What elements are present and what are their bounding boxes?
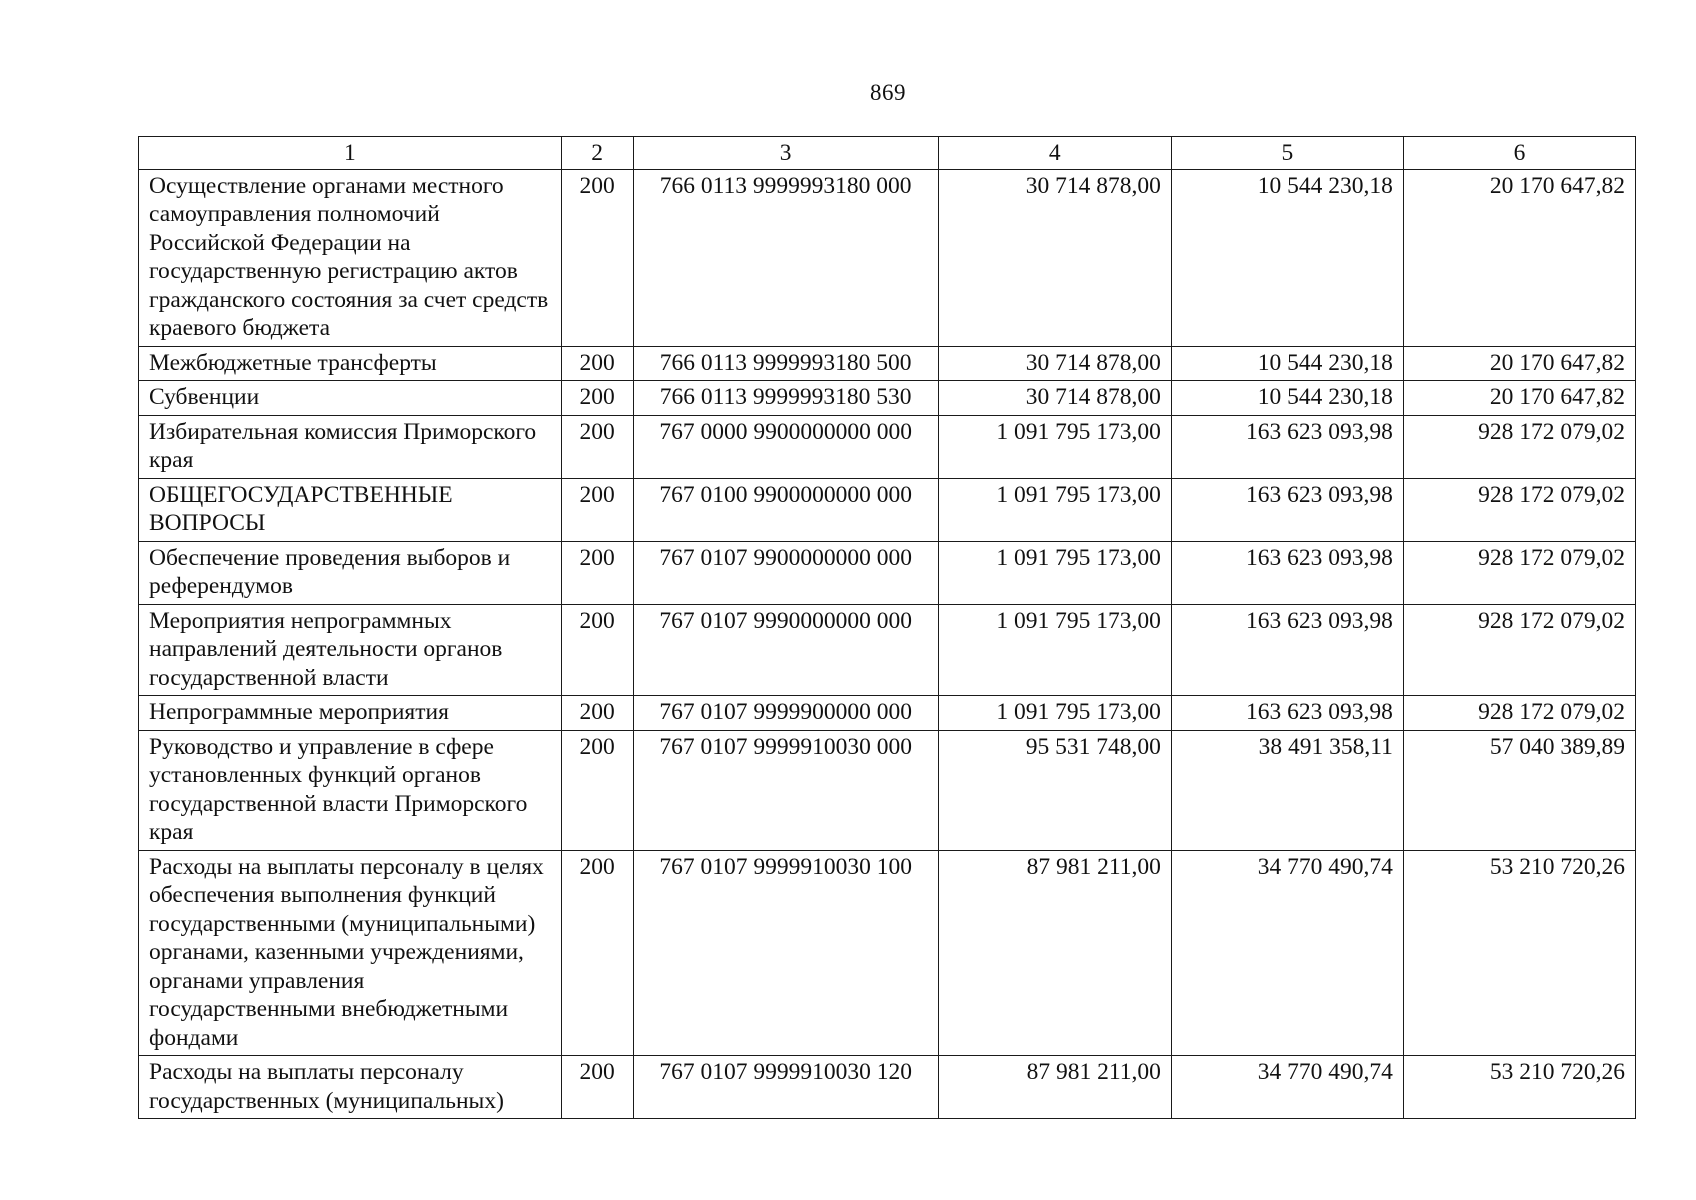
- row-col5: 10 544 230,18: [1171, 381, 1403, 416]
- table-row: [139, 1056, 1636, 1119]
- row-kbk: 766 0113 9999993180 000: [633, 169, 938, 346]
- row-kbk: 767 0000 9900000000 000: [633, 415, 938, 478]
- row-code: 200: [561, 415, 633, 478]
- row-code: 200: [561, 696, 633, 731]
- row-col5: 163 623 093,98: [1171, 541, 1403, 604]
- row-col6: 20 170 647,82: [1403, 346, 1635, 381]
- row-col6: 20 170 647,82: [1403, 381, 1635, 416]
- table-row: [139, 541, 1636, 604]
- row-name: Субвенции: [139, 381, 562, 416]
- row-col5: 163 623 093,98: [1171, 415, 1403, 478]
- row-col5: 163 623 093,98: [1171, 696, 1403, 731]
- row-code: 200: [561, 478, 633, 541]
- column-header-1: 1: [139, 137, 562, 170]
- table-row: [139, 604, 1636, 696]
- row-col4: 1 091 795 173,00: [938, 415, 1171, 478]
- table-header: [139, 137, 1636, 170]
- row-col4: 87 981 211,00: [938, 1056, 1171, 1119]
- row-col6: 928 172 079,02: [1403, 604, 1635, 696]
- row-name: Руководство и управление в сфере установленных функций органов государственной власти Приморского края: [139, 730, 562, 850]
- table-row: [139, 346, 1636, 381]
- row-col6: 53 210 720,26: [1403, 850, 1635, 1056]
- row-col4: 1 091 795 173,00: [938, 604, 1171, 696]
- row-col5: 163 623 093,98: [1171, 478, 1403, 541]
- row-col6: 53 210 720,26: [1403, 1056, 1635, 1119]
- row-name: Расходы на выплаты персоналу государственных (муниципальных): [139, 1056, 562, 1119]
- row-name: Расходы на выплаты персоналу в целях обеспечения выполнения функций государственными (муниципальными) органами, казенными учреждениями, органами управления государственными внебюджетными фондами: [139, 850, 562, 1056]
- row-col6: 57 040 389,89: [1403, 730, 1635, 850]
- row-col6: 928 172 079,02: [1403, 696, 1635, 731]
- row-kbk: 767 0107 9999900000 000: [633, 696, 938, 731]
- row-col4: 1 091 795 173,00: [938, 478, 1171, 541]
- row-kbk: 767 0107 9900000000 000: [633, 541, 938, 604]
- row-kbk: 767 0100 9900000000 000: [633, 478, 938, 541]
- row-kbk: 767 0107 9999910030 000: [633, 730, 938, 850]
- row-name: Осуществление органами местного самоуправления полномочий Российской Федерации на государственную регистрацию актов гражданского состояния за счет средств краевого бюджета: [139, 169, 562, 346]
- table-row: [139, 478, 1636, 541]
- column-header-5: 5: [1171, 137, 1403, 170]
- header-row: [139, 137, 1636, 170]
- row-code: 200: [561, 381, 633, 416]
- row-col5: 163 623 093,98: [1171, 604, 1403, 696]
- row-name: ОБЩЕГОСУДАРСТВЕННЫЕ ВОПРОСЫ: [139, 478, 562, 541]
- row-kbk: 767 0107 9999910030 100: [633, 850, 938, 1056]
- table-body: [139, 169, 1636, 1119]
- row-kbk: 766 0113 9999993180 530: [633, 381, 938, 416]
- row-code: 200: [561, 346, 633, 381]
- table-row: [139, 415, 1636, 478]
- row-kbk: 766 0113 9999993180 500: [633, 346, 938, 381]
- row-col5: 34 770 490,74: [1171, 850, 1403, 1056]
- row-kbk: 767 0107 9999910030 120: [633, 1056, 938, 1119]
- row-col4: 30 714 878,00: [938, 169, 1171, 346]
- row-col5: 10 544 230,18: [1171, 346, 1403, 381]
- table-row: [139, 169, 1636, 346]
- row-name: Межбюджетные трансферты: [139, 346, 562, 381]
- row-name: Мероприятия непрограммных направлений деятельности органов государственной власти: [139, 604, 562, 696]
- row-col4: 87 981 211,00: [938, 850, 1171, 1056]
- column-header-4: 4: [938, 137, 1171, 170]
- row-col6: 928 172 079,02: [1403, 541, 1635, 604]
- row-code: 200: [561, 604, 633, 696]
- column-header-3: 3: [633, 137, 938, 170]
- column-header-2: 2: [561, 137, 633, 170]
- table-row: [139, 696, 1636, 731]
- column-header-6: 6: [1403, 137, 1635, 170]
- row-name: Избирательная комиссия Приморского края: [139, 415, 562, 478]
- row-col4: 30 714 878,00: [938, 381, 1171, 416]
- row-col6: 928 172 079,02: [1403, 415, 1635, 478]
- row-name: Обеспечение проведения выборов и референдумов: [139, 541, 562, 604]
- table-row: [139, 850, 1636, 1056]
- row-col5: 34 770 490,74: [1171, 1056, 1403, 1119]
- table-row: [139, 381, 1636, 416]
- row-col4: 1 091 795 173,00: [938, 541, 1171, 604]
- page-number: 869: [870, 80, 906, 105]
- row-code: 200: [561, 850, 633, 1056]
- table-row: [139, 730, 1636, 850]
- budget-table: [138, 136, 1636, 1119]
- row-col4: 95 531 748,00: [938, 730, 1171, 850]
- row-col4: 1 091 795 173,00: [938, 696, 1171, 731]
- row-col4: 30 714 878,00: [938, 346, 1171, 381]
- row-col6: 928 172 079,02: [1403, 478, 1635, 541]
- row-code: 200: [561, 730, 633, 850]
- row-code: 200: [561, 169, 633, 346]
- row-code: 200: [561, 1056, 633, 1119]
- row-col5: 38 491 358,11: [1171, 730, 1403, 850]
- row-name: Непрограммные мероприятия: [139, 696, 562, 731]
- row-kbk: 767 0107 9990000000 000: [633, 604, 938, 696]
- row-col6: 20 170 647,82: [1403, 169, 1635, 346]
- row-col5: 10 544 230,18: [1171, 169, 1403, 346]
- row-code: 200: [561, 541, 633, 604]
